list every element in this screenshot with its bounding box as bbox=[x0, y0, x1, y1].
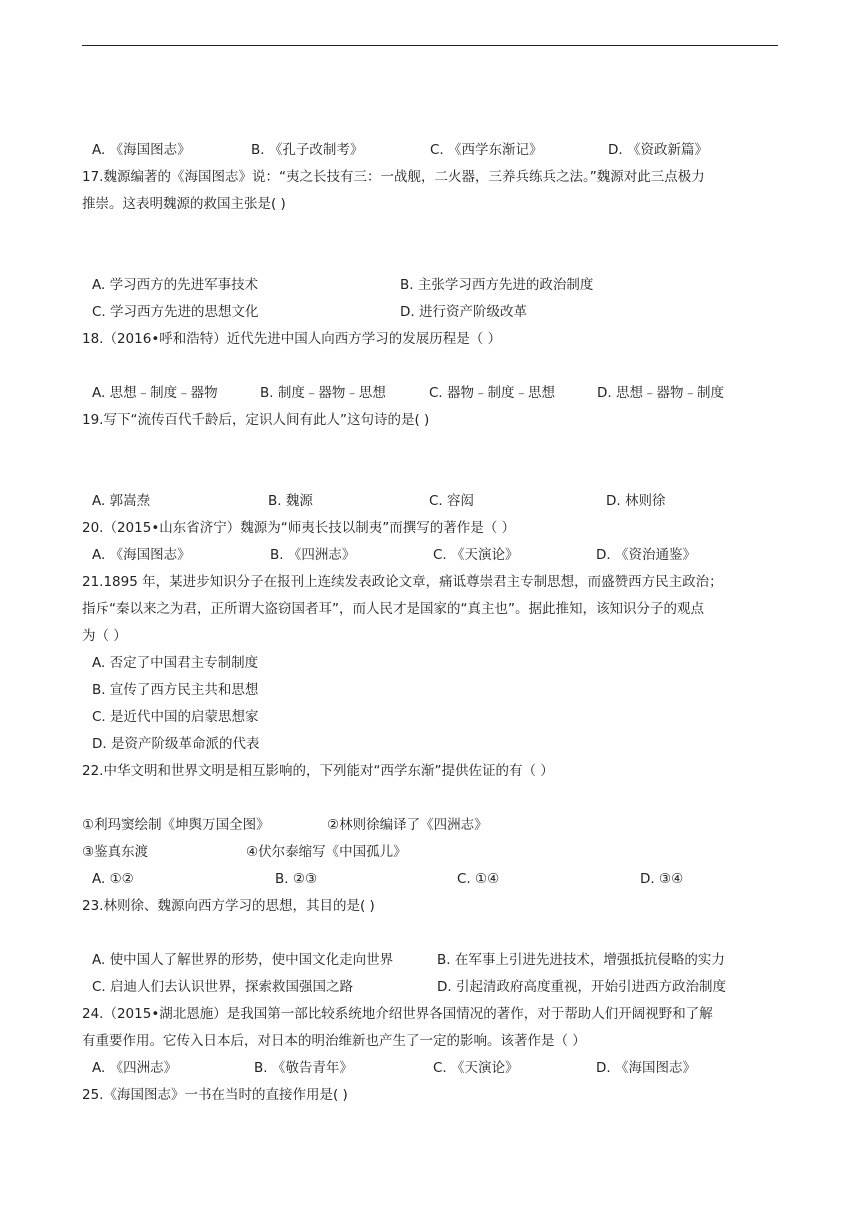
q20-option-a: A. 《海国图志》 bbox=[92, 547, 191, 563]
q19-stem: 19.写下“流传百代千龄后，定识人间有此人”这句诗的是( ) bbox=[82, 412, 430, 428]
q16-option-b: B. 《孔子改制考》 bbox=[251, 142, 364, 158]
q20-option-b: B. 《四洲志》 bbox=[270, 547, 356, 563]
q18-option-c: C. 器物﹣制度﹣思想 bbox=[429, 385, 556, 401]
q22-stem: 22.中华文明和世界文明是相互影响的，下列能对“西学东渐”提供佐证的有（ ） bbox=[82, 763, 554, 779]
q23-option-a: A. 使中国人了解世界的形势，使中国文化走向世界 bbox=[92, 952, 394, 968]
q17-option-c: C. 学习西方先进的思想文化 bbox=[92, 304, 259, 320]
q17-option-b: B. 主张学习西方先进的政治制度 bbox=[400, 277, 594, 293]
q20-option-d: D. 《资治通鉴》 bbox=[596, 547, 696, 563]
q22-option-c: C. ①④ bbox=[457, 871, 500, 887]
q19-option-b: B. 魏源 bbox=[268, 493, 313, 509]
q18-option-d: D. 思想﹣器物﹣制度 bbox=[597, 385, 724, 401]
q19-option-c: C. 容闳 bbox=[429, 493, 475, 509]
q22-option-d: D. ③④ bbox=[640, 871, 684, 887]
q22-option-a: A. ①② bbox=[92, 871, 134, 887]
q23-option-c: C. 启迪人们去认识世界，探索救国强国之路 bbox=[92, 979, 354, 995]
q22-statement-4: ④伏尔泰缩写《中国孤儿》 bbox=[246, 844, 407, 860]
q23-option-d: D. 引起清政府高度重视，开始引进西方政治制度 bbox=[437, 979, 726, 995]
q17-option-a: A. 学习西方的先进军事技术 bbox=[92, 277, 259, 293]
q16-option-a: A. 《海国图志》 bbox=[92, 142, 191, 158]
q24-stem-line1: 24.（2015•湖北恩施）是我国第一部比较系统地介绍世界各国情况的著作，对于帮助人们开阔视野和了解 bbox=[82, 1006, 713, 1022]
q18-option-a: A. 思想﹣制度﹣器物 bbox=[92, 385, 218, 401]
q24-stem-line2: 有重要作用。它传入日本后，对日本的明治维新也产生了一定的影响。该著作是（ ） bbox=[82, 1033, 586, 1049]
q23-option-b: B. 在军事上引进先进技术，增强抵抗侵略的实力 bbox=[437, 952, 725, 968]
q21-option-d: D. 是资产阶级革命派的代表 bbox=[92, 736, 260, 752]
q16-option-d: D. 《资政新篇》 bbox=[608, 142, 708, 158]
q21-option-b: B. 宣传了西方民主共和思想 bbox=[92, 682, 259, 698]
q19-option-d: D. 林则徐 bbox=[606, 493, 666, 509]
q18-stem: 18.（2016•呼和浩特）近代先进中国人向西方学习的发展历程是（ ） bbox=[82, 331, 502, 347]
q24-option-c: C. 《天演论》 bbox=[433, 1060, 519, 1076]
q16-option-c: C. 《西学东渐记》 bbox=[430, 142, 543, 158]
q18-option-b: B. 制度﹣器物﹣思想 bbox=[260, 385, 386, 401]
q22-statement-3: ③鉴真东渡 bbox=[82, 844, 149, 860]
q21-stem-line3: 为（ ） bbox=[82, 628, 127, 644]
q22-statement-1: ①利玛窦绘制《坤舆万国全图》 bbox=[82, 817, 270, 833]
q21-stem-line2: 指斥“秦以来之为君，正所谓大盗窃国者耳”，而人民才是国家的“真主也”。据此推知，该知识分子的观点 bbox=[82, 601, 704, 617]
q24-option-a: A. 《四洲志》 bbox=[92, 1060, 178, 1076]
q24-option-b: B. 《敬告青年》 bbox=[254, 1060, 353, 1076]
header-rule bbox=[82, 45, 778, 46]
q22-statement-2: ②林则徐编译了《四洲志》 bbox=[327, 817, 488, 833]
q20-option-c: C. 《天演论》 bbox=[433, 547, 519, 563]
q17-stem-line2: 推崇。这表明魏源的救国主张是( ) bbox=[82, 196, 286, 212]
q17-option-d: D. 进行资产阶级改革 bbox=[400, 304, 527, 320]
q17-stem-line1: 17.魏源编著的《海国图志》说：“夷之长技有三：一战舰，二火器，三养兵练兵之法。”魏源对此三点极力 bbox=[82, 169, 705, 185]
q20-stem: 20.（2015•山东省济宁）魏源为“师夷长技以制夷”而撰写的著作是（ ） bbox=[82, 520, 516, 536]
q22-option-b: B. ②③ bbox=[275, 871, 318, 887]
q25-stem: 25.《海国图志》一书在当时的直接作用是( ) bbox=[82, 1087, 348, 1103]
q21-option-a: A. 否定了中国君主专制制度 bbox=[92, 655, 259, 671]
q21-option-c: C. 是近代中国的启蒙思想家 bbox=[92, 709, 259, 725]
q21-stem-line1: 21.1895 年，某进步知识分子在报刊上连续发表政论文章，痛诋尊崇君主专制思想，而盛赞西方民主政治； bbox=[82, 574, 723, 590]
q19-option-a: A. 郭嵩焘 bbox=[92, 493, 151, 509]
q24-option-d: D. 《海国图志》 bbox=[596, 1060, 696, 1076]
q23-stem: 23.林则徐、魏源向西方学习的思想，其目的是( ) bbox=[82, 898, 375, 914]
